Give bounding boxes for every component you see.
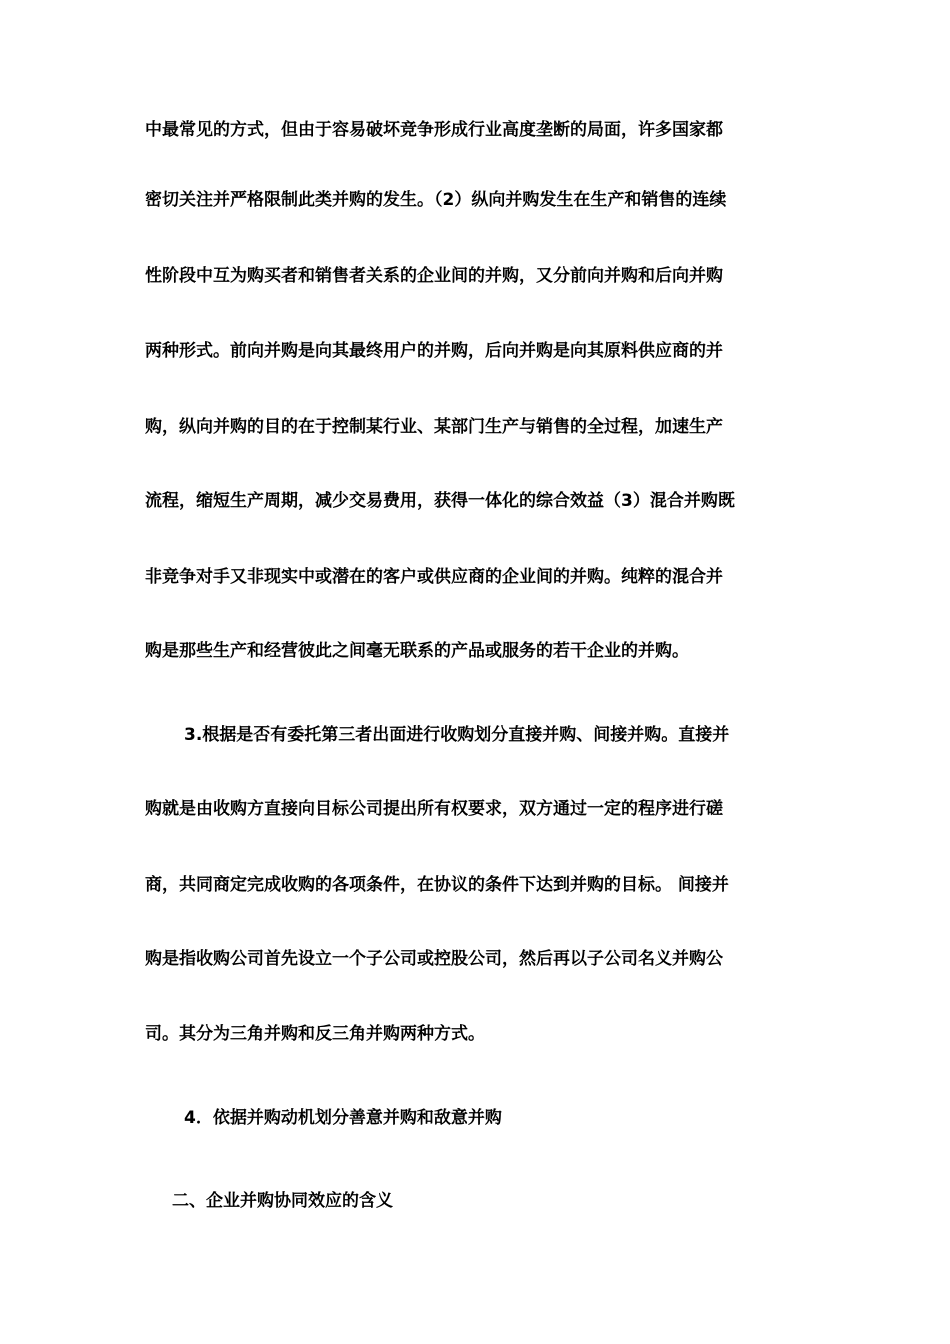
paragraph1-line-7: 非竞争对手又非现实中或潜在的客户或供应商的企业间的并购。纯粹的混合并 xyxy=(145,567,723,587)
item-4-heading: 4．依据并购动机划分善意并购和敌意并购 xyxy=(184,1108,502,1128)
paragraph2-line-4: 购是指收购公司首先设立一个子公司或控股公司，然后再以子公司名义并购公 xyxy=(145,949,723,969)
paragraph1-line-1: 中最常见的方式，但由于容易破坏竞争形成行业高度垄断的局面，许多国家都 xyxy=(145,120,723,140)
paragraph2-line-2: 购就是由收购方直接向目标公司提出所有权要求，双方通过一定的程序进行磋 xyxy=(145,799,723,819)
paragraph1-line-3: 性阶段中互为购买者和销售者关系的企业间的并购，又分前向并购和后向并购 xyxy=(145,266,723,286)
paragraph1-line-2: 密切关注并严格限制此类并购的发生。（2）纵向并购发生在生产和销售的连续 xyxy=(145,190,727,210)
section-2-heading: 二、企业并购协同效应的含义 xyxy=(172,1191,393,1211)
paragraph2-line-5: 司。其分为三角并购和反三角并购两种方式。 xyxy=(145,1024,485,1044)
paragraph2-line-1: 3.根据是否有委托第三者出面进行收购划分直接并购、间接并购。直接并 xyxy=(184,725,730,745)
paragraph2-line-3: 商，共同商定完成收购的各项条件，在协议的条件下达到并购的目标。 间接并 xyxy=(145,875,729,895)
paragraph1-line-4: 两种形式。前向并购是向其最终用户的并购，后向并购是向其原料供应商的并 xyxy=(145,341,723,361)
paragraph1-line-8: 购是那些生产和经营彼此之间毫无联系的产品或服务的若干企业的并购。 xyxy=(145,641,689,661)
paragraph1-line-6: 流程，缩短生产周期，减少交易费用，获得一体化的综合效益（3）混合并购既 xyxy=(145,491,735,511)
paragraph1-line-5: 购，纵向并购的目的在于控制某行业、某部门生产与销售的全过程，加速生产 xyxy=(145,417,723,437)
